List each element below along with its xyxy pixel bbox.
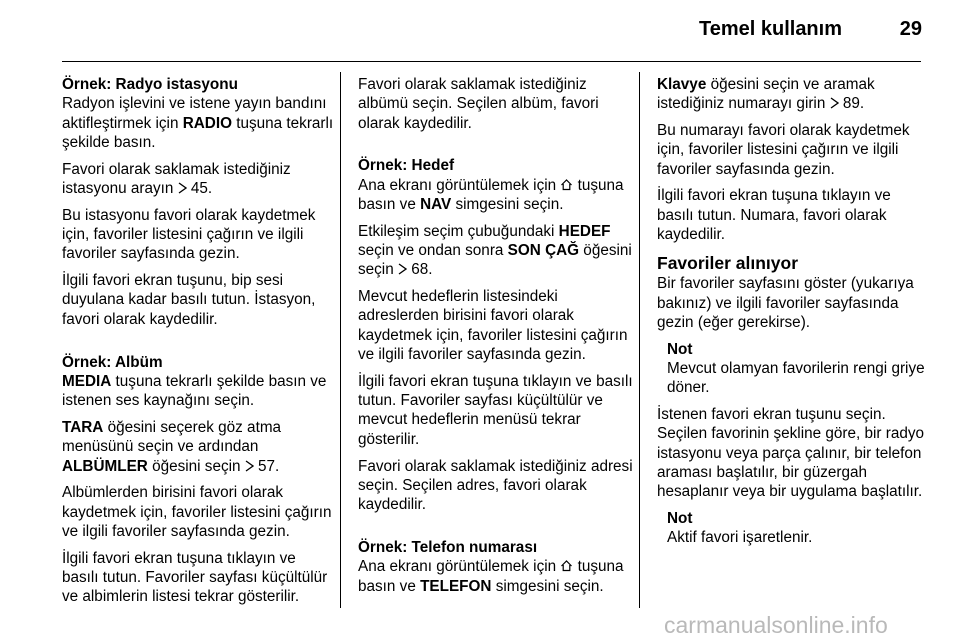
page-ref[interactable]: 45. bbox=[190, 179, 213, 197]
paragraph: İlgili favori ekran tuşunu, bip sesi duyulana kadar basılı tutun. İstasyon, favori olarak kaydedilir. bbox=[62, 272, 316, 328]
paragraph: MEDIA tuşuna tekrarlı şekilde basın ve istenen ses kaynağını seçin. bbox=[62, 372, 327, 410]
paragraph: Bu numarayı favori olarak kaydetmek için, favoriler listesini çağırın ve ilgili favoriler sayfasında gezin. bbox=[657, 122, 910, 178]
paragraph: Radyon işlevini ve istene yayın bandını aktifleştirmek için RADIO tuşuna tekrarlı şekilde basın. bbox=[62, 95, 334, 151]
paragraph: Favori olarak saklamak istediğiniz istasyonu arayın 45. bbox=[62, 160, 291, 197]
paragraph: İlgili favori ekran tuşuna tıklayın ve basılı tutun. Favoriler sayfası küçültülür ve mevcut hedeflerin menüsü tekrar gösterilir. bbox=[358, 372, 633, 448]
note-text: Mevcut olamyan favorilerin rengi griye döner. bbox=[667, 360, 925, 397]
page-ref[interactable]: 57. bbox=[258, 457, 280, 475]
header-rule bbox=[62, 61, 921, 62]
page-ref-arrow-icon bbox=[830, 97, 839, 109]
paragraph: Favori olarak saklamak istediğiniz albümü seçin. Seçilen albüm, favori olarak kaydedilir. bbox=[358, 76, 599, 132]
home-icon bbox=[560, 178, 573, 191]
paragraph: Ana ekranı görüntülemek için tuşuna basın ve NAV simgesini seçin. bbox=[358, 176, 624, 213]
note-box bbox=[657, 340, 925, 398]
paragraph: Bu istasyonu favori olarak kaydetmek için, favoriler listesini çağırın ve ilgili favoriler sayfasında gezin. bbox=[62, 206, 316, 263]
paragraph: İlgili favori ekran tuşuna tıklayın ve basılı tutun. Favoriler sayfası küçültülür ve albimlerin listesi tekrar gösterilir. bbox=[62, 549, 328, 606]
column-divider-2 bbox=[639, 72, 640, 608]
home-icon bbox=[560, 559, 573, 572]
column-1 bbox=[62, 75, 334, 614]
page-ref[interactable]: 89. bbox=[842, 95, 865, 113]
page-title: Temel kullanım bbox=[698, 18, 842, 40]
heading-destination-example: Örnek: Hedef bbox=[358, 157, 455, 175]
page-ref-arrow-icon bbox=[178, 182, 187, 194]
heading-phone-example: Örnek: Telefon numarası bbox=[358, 538, 538, 556]
paragraph: Albümlerden birisini favori olarak kaydetmek için, favoriler listesini çağırın ve ilgili favoriler sayfasında gezin. bbox=[62, 484, 332, 540]
page-number: 29 bbox=[899, 18, 922, 40]
heading-favorites-recall: Favoriler alınıyor bbox=[657, 253, 799, 274]
watermark: carmanualsonline.info bbox=[664, 612, 888, 638]
column-divider-1 bbox=[340, 72, 341, 608]
paragraph: Etkileşim seçim çubuğundaki HEDEF seçin ve ondan sonra SON ÇAĞ öğesini seçin 68. bbox=[358, 222, 632, 279]
page-ref-arrow-icon bbox=[398, 263, 407, 275]
paragraph: Mevcut hedeflerin listesindeki adreslerden birisini favori olarak kaydetmek için, favoriler listesini çağırın ve ilgili favoriler sayfasında gezin. bbox=[358, 288, 628, 364]
paragraph: Bir favoriler sayfasını göster (yukarıya bakınız) ve ilgili favoriler sayfasında gezin (eğer gerekirse). bbox=[657, 275, 914, 331]
paragraph: Favori olarak saklamak istediğiniz adresi seçin. Seçilen adres, favori olarak kaydedilir. bbox=[358, 457, 633, 514]
paragraph: TARA öğesini seçerek göz atma menüsünü seçin ve ardından ALBÜMLER öğesini seçin 57. bbox=[62, 418, 282, 475]
note-title: Not bbox=[667, 340, 693, 358]
page-ref[interactable]: 68. bbox=[411, 261, 433, 279]
heading-radio-example: Örnek: Radyo istasyonu bbox=[62, 76, 238, 93]
note-title: Not bbox=[667, 510, 693, 528]
paragraph: İlgili favori ekran tuşuna tıklayın ve basılı tutun. Numara, favori olarak kaydedilir. bbox=[657, 187, 891, 244]
note-box bbox=[657, 509, 925, 548]
paragraph: Klavye öğesini seçin ve aramak istediğiniz numarayı girin 89. bbox=[657, 76, 875, 113]
column-3 bbox=[657, 75, 925, 555]
page-ref-arrow-icon bbox=[245, 460, 254, 472]
column-2 bbox=[358, 75, 634, 603]
page-header bbox=[0, 0, 960, 60]
heading-album-example: Örnek: Albüm bbox=[62, 353, 163, 371]
paragraph: Ana ekranı görüntülemek için tuşuna basın ve TELEFON simgesini seçin. bbox=[358, 558, 624, 595]
paragraph: İstenen favori ekran tuşunu seçin. Seçilen favorinin şekline göre, bir radyo istasyonu veya parça çalınır, bir telefon araması başlatılır, bir güzergah hesaplanır veya bir uygulama başlatılır. bbox=[657, 406, 924, 501]
note-text: Aktif favori işaretlenir. bbox=[667, 529, 813, 547]
